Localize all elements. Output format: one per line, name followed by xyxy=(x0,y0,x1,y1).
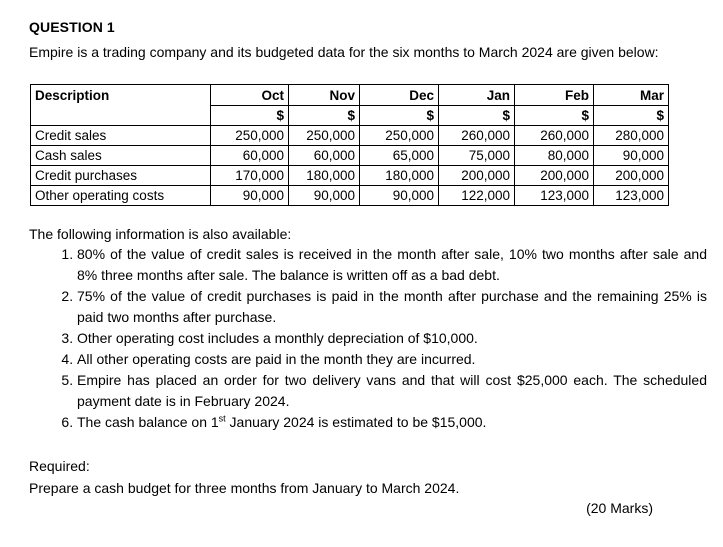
marks-label: (20 Marks) xyxy=(586,500,653,516)
table-row-credit-purchases xyxy=(31,166,669,186)
table-cell: 200,000 xyxy=(594,166,669,186)
currency-symbol: $ xyxy=(439,106,515,126)
table-cell: 90,000 xyxy=(289,186,360,206)
header-mar: Mar xyxy=(594,85,669,106)
table-cell: 65,000 xyxy=(360,146,439,166)
required-label: Required: xyxy=(29,458,90,474)
table-row-cash-sales xyxy=(31,146,669,166)
table-cell: 200,000 xyxy=(515,166,594,186)
budget-table xyxy=(30,84,669,206)
table-cell: 123,000 xyxy=(594,186,669,206)
table-row-other-operating-costs xyxy=(31,186,669,206)
list-item: 5. Empire has placed an order for two delivery vans and that will cost $25,000 each. The scheduled payment date is in February 2024. xyxy=(77,370,707,412)
row-label: Credit purchases xyxy=(31,166,211,186)
table-cell: 250,000 xyxy=(360,126,439,146)
table-cell: 90,000 xyxy=(360,186,439,206)
question-intro: Empire is a trading company and its budgeted data for the six months to March 2024 are given below: xyxy=(29,44,659,60)
header-feb: Feb xyxy=(515,85,594,106)
list-item: 4. All other operating costs are paid in the month they are incurred. xyxy=(77,349,707,370)
header-dec: Dec xyxy=(360,85,439,106)
info-list xyxy=(29,244,707,433)
question-heading: QUESTION 1 xyxy=(29,19,115,35)
currency-symbol: $ xyxy=(515,106,594,126)
table-cell: 170,000 xyxy=(211,166,289,186)
list-item-text: The cash balance on 1 xyxy=(77,414,219,430)
required-text: Prepare a cash budget for three months from January to March 2024. xyxy=(29,480,460,496)
row-label: Credit sales xyxy=(31,126,211,146)
table-cell: 260,000 xyxy=(439,126,515,146)
table-cell: 75,000 xyxy=(439,146,515,166)
currency-symbol: $ xyxy=(360,106,439,126)
table-cell: 180,000 xyxy=(360,166,439,186)
currency-symbol: $ xyxy=(594,106,669,126)
ordinal-suffix: st xyxy=(218,413,226,424)
list-item: 3. Other operating cost includes a monthly depreciation of $10,000. xyxy=(77,328,707,349)
table-cell: 122,000 xyxy=(439,186,515,206)
table-cell: 90,000 xyxy=(594,146,669,166)
table-cell: 60,000 xyxy=(211,146,289,166)
header-oct: Oct xyxy=(211,85,289,106)
list-item: 2. 75% of the value of credit purchases is paid in the month after purchase and the remaining 25% is paid two months after purchase. xyxy=(77,286,707,328)
table-cell: 250,000 xyxy=(289,126,360,146)
table-cell: 200,000 xyxy=(439,166,515,186)
list-item-text: January 2024 is estimated to be $15,000. xyxy=(225,414,487,430)
table-cell: 123,000 xyxy=(515,186,594,206)
currency-symbol: $ xyxy=(289,106,360,126)
list-item: 1. 80% of the value of credit sales is received in the month after sale, 10% two months after sale and 8% three months after sale. The balance is written off as a bad debt. xyxy=(77,244,707,286)
list-item xyxy=(77,412,707,433)
table-cell: 80,000 xyxy=(515,146,594,166)
header-description: Description xyxy=(31,85,211,126)
table-cell: 60,000 xyxy=(289,146,360,166)
table-cell: 180,000 xyxy=(289,166,360,186)
row-label: Cash sales xyxy=(31,146,211,166)
table-cell: 260,000 xyxy=(515,126,594,146)
header-nov: Nov xyxy=(289,85,360,106)
table-row-credit-sales xyxy=(31,126,669,146)
table-header-row xyxy=(31,85,669,106)
row-label: Other operating costs xyxy=(31,186,211,206)
table-cell: 280,000 xyxy=(594,126,669,146)
header-jan: Jan xyxy=(439,85,515,106)
info-lead: The following information is also available: xyxy=(29,226,292,242)
table-cell: 250,000 xyxy=(211,126,289,146)
table-cell: 90,000 xyxy=(211,186,289,206)
currency-symbol: $ xyxy=(211,106,289,126)
